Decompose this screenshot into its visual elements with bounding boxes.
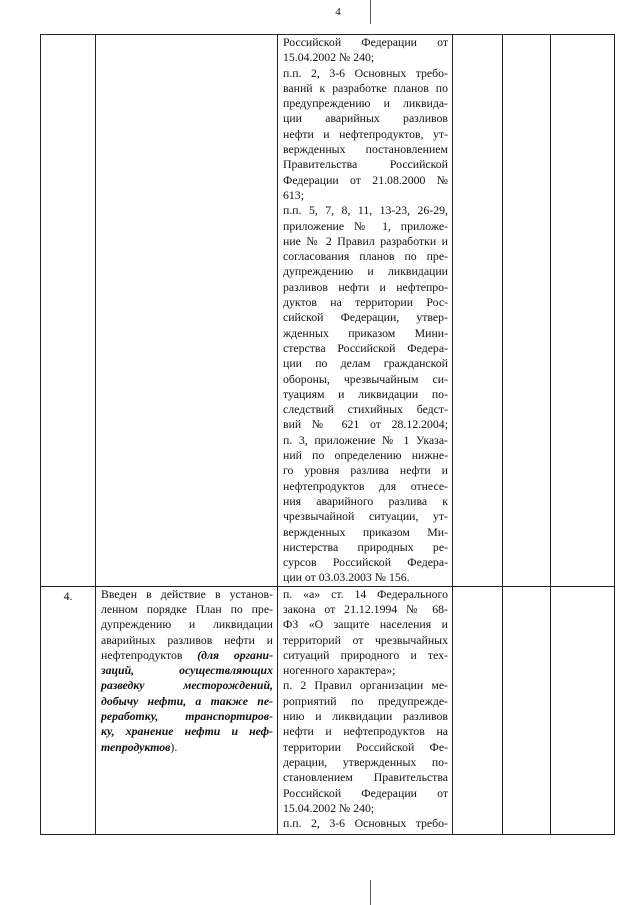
requirement-text: дупреждению и ликвидации — [101, 617, 273, 632]
legal-basis-line: приложение № 1, приложе- — [283, 218, 448, 233]
requirement-line — [101, 694, 273, 709]
requirement-text: реработку, транспортиров- — [101, 709, 273, 724]
legal-basis-line: нефти и нефтепродуктов, ут- — [283, 126, 448, 141]
legal-basis-line: сурсов Российской Федера- — [283, 555, 448, 570]
legal-basis-line: роприятий по предупрежде- — [283, 693, 448, 708]
legal-basis-cell — [278, 586, 453, 834]
empty-cell — [453, 35, 503, 587]
legal-basis-line: п.п. 5, 7, 8, 11, 13-23, 26-29, — [283, 203, 448, 218]
requirement-text: тепродуктов — [101, 739, 171, 754]
requirement-line — [101, 740, 273, 755]
empty-cell — [453, 586, 503, 834]
legal-basis-line: дерации, утвержденных по- — [283, 754, 448, 769]
legal-basis-line: нефти и нефтепродуктов на — [283, 724, 448, 739]
page-number: 4 — [335, 6, 341, 18]
legal-basis-line: вий № 621 от 28.12.2004; — [283, 417, 448, 432]
requirement-line — [101, 724, 273, 739]
legal-basis-line: предупреждению и ликвида- — [283, 96, 448, 111]
requirement-line — [101, 678, 273, 693]
requirement-text-suffix: (для органи- — [182, 647, 273, 662]
requirement-text: разведку месторождений, — [101, 678, 273, 693]
requirement-text: нефтепродуктов — [101, 647, 183, 662]
legal-basis-line: Правительства Российской — [283, 157, 448, 172]
binding-line-bottom — [370, 880, 371, 905]
requirement-text: заций, осуществляющих — [101, 663, 273, 678]
legal-basis-line: Российской Федерации от — [283, 785, 448, 800]
legal-basis-line: п. «а» ст. 14 Федерального — [283, 586, 448, 601]
requirement-line — [101, 648, 273, 663]
legal-basis-line: закона от 21.12.1994 № 68- — [283, 601, 448, 616]
legal-basis-line: ния аварийного разлива к — [283, 493, 448, 508]
legal-basis-line: ваний к разработке планов по — [283, 80, 448, 95]
legal-basis-line: становлением Правительства — [283, 770, 448, 785]
legal-basis-line: сийской Федерации, утвер- — [283, 310, 448, 325]
legal-basis-cell — [278, 35, 453, 587]
legal-basis-line: ногенного характера»; — [283, 663, 396, 678]
empty-cell — [551, 35, 615, 587]
table-row — [41, 586, 615, 834]
legal-basis-line: ции от 03.03.2003 № 156. — [283, 570, 410, 585]
legal-basis-line: ситуаций природного и тех- — [283, 647, 448, 662]
legal-basis-line: п. 3, приложение № 1 Указа- — [283, 432, 448, 447]
empty-cell — [551, 586, 615, 834]
requirement-text: ку, хранение нефти и неф- — [101, 724, 273, 739]
legal-basis-line: нистерства природных ре- — [283, 539, 448, 554]
legal-basis-line: п. 2 Правил организации ме- — [283, 678, 448, 693]
legal-basis-line: согласования планов по пре- — [283, 249, 448, 264]
legal-basis-line: нефтепродуктов для отнесе- — [283, 478, 448, 493]
legal-basis-line: туациям и ликвидации по- — [283, 386, 448, 401]
binding-line-top — [370, 0, 371, 24]
legal-basis-line: обороны, чрезвычайным си- — [283, 371, 448, 386]
requirement-line — [101, 663, 273, 678]
legal-basis-line: ФЗ «О защите населения и — [283, 617, 448, 632]
requirement-text: добычу нефти, а также пе- — [101, 693, 273, 708]
legal-basis-line: 15.04.2002 № 240; — [283, 800, 375, 815]
requirement-line — [101, 617, 273, 632]
legal-basis-line: п.п. 2, 3-6 Основных требо- — [283, 65, 448, 80]
legal-basis-line: ние № 2 Правил разработки и — [283, 233, 448, 248]
legal-basis-line: 613; — [283, 187, 304, 202]
legal-basis-line: дуктов на территории Рос- — [283, 295, 448, 310]
legal-basis-line: разливов нефти и нефтепро- — [283, 279, 448, 294]
empty-cell — [503, 35, 551, 587]
requirements-table — [40, 34, 615, 835]
requirement-text: аварийных разливов нефти и — [101, 632, 273, 647]
legal-basis-line: стерства Российской Федера- — [283, 340, 448, 355]
legal-basis-line: территорий от чрезвычайных — [283, 632, 448, 647]
empty-cell — [503, 586, 551, 834]
requirement-cell — [96, 586, 278, 834]
legal-basis-line: 15.04.2002 № 240; — [283, 50, 375, 65]
legal-basis-line: го уровня разлива нефти и — [283, 463, 448, 478]
legal-basis-line: п.п. 2, 3-6 Основных требо- — [283, 816, 448, 831]
legal-basis-line: ний по определению нижне- — [283, 448, 448, 463]
legal-basis-line: вержденных приказом Ми- — [283, 524, 448, 539]
row-number-cell: 4. — [41, 586, 96, 834]
requirement-text: Введен в действие в установ- — [101, 586, 273, 601]
requirement-line — [101, 709, 273, 724]
legal-basis-line: территории Российской Фе- — [283, 739, 448, 754]
legal-basis-line: следствий стихийных бедст- — [283, 402, 448, 417]
legal-basis-line: Российской Федерации от — [283, 35, 448, 49]
legal-basis-line: жденных приказом Мини- — [283, 325, 448, 340]
requirement-text: ленном порядке План по пре- — [101, 601, 273, 616]
legal-basis-line: чрезвычайной ситуации, ут- — [283, 509, 448, 524]
requirement-text-suffix: ). — [170, 739, 178, 754]
requirement-line — [101, 602, 273, 617]
requirement-cell — [96, 35, 278, 587]
legal-basis-line: нию и ликвидации разливов — [283, 709, 448, 724]
requirement-line — [101, 633, 273, 648]
legal-basis-line: дупреждению и ликвидации — [283, 264, 448, 279]
requirement-line — [101, 587, 273, 602]
legal-basis-line: ции по делам гражданской — [283, 356, 448, 371]
row-number-cell — [41, 35, 96, 587]
table-row — [41, 35, 615, 587]
legal-basis-line: ции аварийных разливов — [283, 111, 448, 126]
legal-basis-line: вержденных постановлением — [283, 142, 448, 157]
legal-basis-line: Федерации от 21.08.2000 № — [283, 172, 448, 187]
